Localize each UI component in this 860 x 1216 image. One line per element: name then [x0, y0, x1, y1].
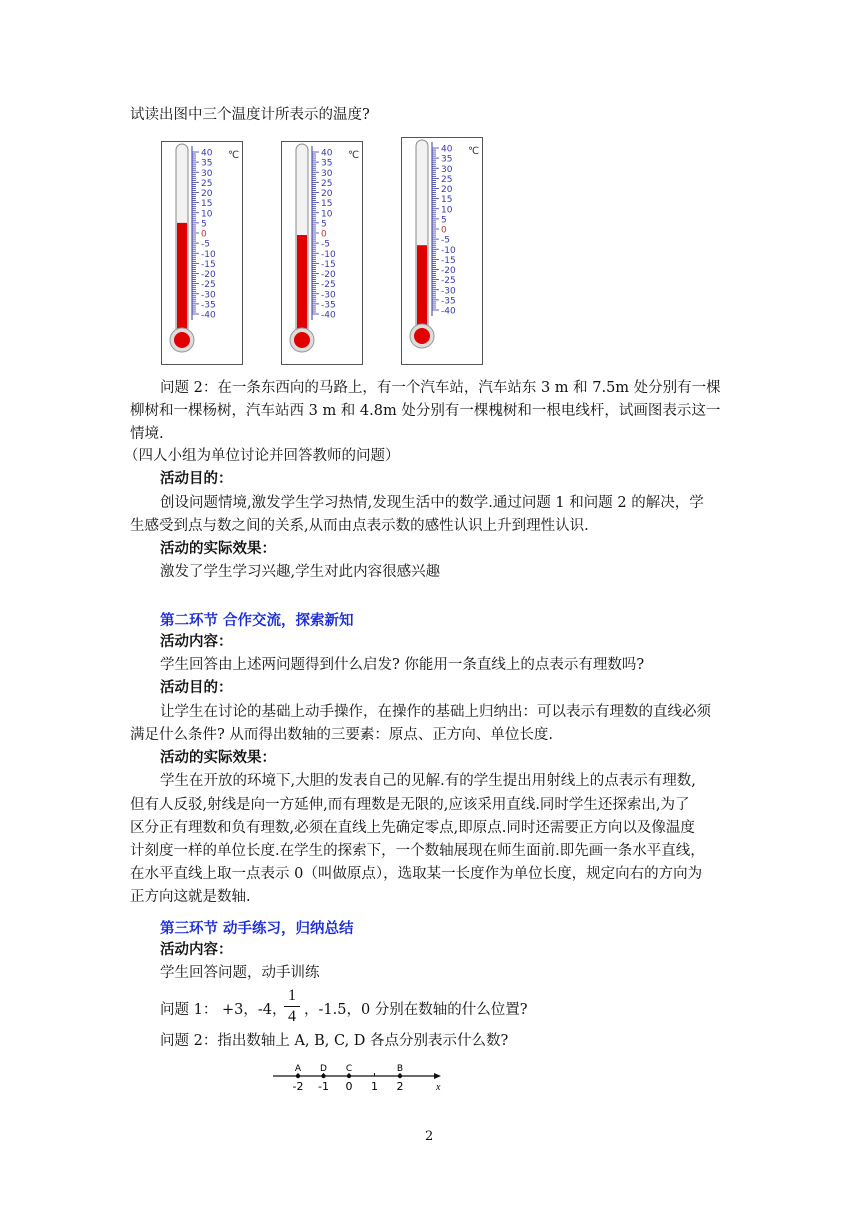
scale-label: -15	[201, 259, 216, 270]
axis-label: x	[436, 1082, 441, 1093]
thermometer-bulb	[294, 332, 310, 348]
mercury-column	[417, 245, 427, 333]
group-note: （四人小组为单位讨论并回答教师的问题）	[124, 448, 400, 464]
scale-label: -20	[321, 270, 336, 280]
scale-label: 15	[441, 195, 453, 206]
scale-label: 0	[321, 229, 327, 240]
scale-label: -5	[201, 239, 210, 250]
thermometer-2	[281, 141, 363, 365]
tick-label: 1	[371, 1080, 378, 1093]
thermometer-1	[161, 141, 243, 365]
purpose-1-line-2: 生感受到点与数之间的关系,从而由点表示数的感性认识上升到理性认识.	[130, 518, 589, 534]
point-label-b: B	[396, 1064, 404, 1074]
scale-label: 5	[321, 219, 327, 230]
scale-label: 20	[441, 185, 453, 195]
effect-label-1: 活动的实际效果：	[160, 540, 276, 557]
scale-label: -40	[321, 310, 336, 321]
scale-label: -10	[321, 249, 336, 260]
effect-label-2: 活动的实际效果：	[160, 749, 276, 766]
axis-arrow	[434, 1073, 441, 1079]
thermometer-3-graphic	[402, 138, 482, 364]
scale-label: 20	[201, 189, 213, 199]
purpose-2-line-2: 满足什么条件? 从而得出数轴的三要素：原点、正方向、单位长度.	[130, 727, 553, 743]
problem2-line-2: 柳树和一棵杨树，汽车站西 3 m 和 4.8m 处分别有一棵槐树和一根电线杆，试画图表示这一	[130, 403, 721, 419]
effect-2-line-4: 计刻度一样的单位长度.在学生的探索下，一个数轴展现在师生面前.即先画一条水平直线，	[130, 843, 705, 859]
tick-label: -1	[318, 1080, 329, 1093]
tick-label: -2	[292, 1080, 304, 1093]
scale-label: 40	[441, 144, 453, 155]
scale-label: -25	[201, 280, 216, 291]
scale-label: -5	[441, 235, 450, 246]
purpose-2-line-1: 让学生在讨论的基础上动手操作，在操作的基础上归纳出：可以表示有理数的直线必须	[160, 704, 711, 720]
point-d	[321, 1074, 325, 1078]
scale-label: 0	[201, 229, 207, 240]
purpose-label-2: 活动目的：	[160, 679, 233, 696]
scale-label: -10	[201, 249, 216, 260]
fraction-numerator: 1	[288, 987, 296, 1004]
intro-question: 试读出图中三个温度计所表示的温度?	[130, 107, 370, 123]
scale-label: 5	[201, 219, 207, 230]
scale-label: 20	[321, 189, 333, 199]
unit-label: ℃	[468, 146, 480, 157]
effect-2-line-5: 在水平直线上取一点表示 0（叫做原点），选取某一长度作为单位长度，规定向右的方向为	[130, 866, 703, 882]
effect-1-text: 激发了学生学习兴趣,学生对此内容很感兴趣	[160, 564, 441, 580]
scale-label: 35	[441, 154, 453, 165]
scale-label: 15	[201, 199, 213, 210]
purpose-label-1: 活动目的：	[160, 470, 233, 487]
scale-label: -40	[201, 310, 216, 321]
scale-label: -40	[441, 306, 456, 317]
tick-label: 0	[345, 1080, 353, 1093]
effect-2-line-2: 但有人反驳,射线是向一方延伸,而有理数是无限的,应该采用直线.同时学生还探索出,为了	[130, 797, 690, 813]
scale-label: -30	[201, 290, 216, 301]
effect-2-line-1: 学生在开放的环境下,大胆的发表自己的见解.有的学生提出用射线上的点表示有理数,	[160, 773, 696, 789]
point-a	[296, 1074, 300, 1078]
content-2-text: 学生回答由上述两问题得到什么启发? 你能用一条直线上的点表示有理数吗?	[160, 657, 645, 673]
effect-2-line-6: 正方向这就是数轴.	[130, 889, 251, 905]
question-1-suffix: ，-1.5，0 分别在数轴的什么位置?	[304, 1002, 528, 1018]
point-label-d: D	[320, 1064, 327, 1074]
unit-label: ℃	[228, 150, 240, 161]
unit-label: ℃	[348, 150, 360, 161]
content-3-text: 学生回答问题，动手训练	[160, 965, 320, 981]
scale-label: -30	[321, 290, 336, 301]
scale-label: 15	[321, 199, 333, 210]
scale-label: -15	[321, 259, 336, 270]
number-line	[265, 1056, 455, 1098]
thermometer-1-graphic	[162, 142, 242, 364]
thermometer-bulb	[414, 328, 430, 344]
scale-label: 10	[441, 205, 453, 216]
scale-label: -5	[321, 239, 330, 250]
question-1-prefix: 问题 1： +3，-4，	[160, 1002, 287, 1018]
point-label-a: A	[294, 1064, 302, 1074]
scale-label: 30	[321, 168, 333, 179]
scale-label: 25	[201, 178, 213, 189]
scale-label: 25	[441, 174, 453, 185]
mercury-column	[297, 235, 307, 337]
thermometer-3	[401, 137, 483, 365]
scale-label: 40	[201, 148, 213, 159]
scale-label: -30	[441, 286, 456, 297]
scale-label: 35	[201, 158, 213, 169]
point-b	[398, 1074, 402, 1078]
page-number: 2	[425, 1129, 434, 1144]
fraction-denominator: 4	[284, 1006, 300, 1027]
thermometer-2-graphic	[282, 142, 362, 364]
scale-label: 40	[321, 148, 333, 159]
scale-label: -10	[441, 245, 456, 256]
scale-label: -25	[441, 276, 456, 287]
scale-label: 0	[441, 225, 447, 236]
scale-label: -25	[321, 280, 336, 291]
thermometer-bulb	[174, 332, 190, 348]
fraction	[284, 986, 300, 1027]
scale-label: 30	[201, 168, 213, 179]
section3-heading: 第三环节 动手练习，归纳总结	[160, 920, 354, 937]
effect-2-line-3: 区分正有理数和负有理数,必须在直线上先确定零点,即原点.同时还需要正方向以及像温度	[130, 820, 695, 836]
problem2-line-3: 情境.	[130, 426, 164, 442]
content-label-2: 活动内容：	[160, 633, 233, 650]
mercury-column	[177, 223, 187, 337]
scale-label: -15	[441, 255, 456, 266]
scale-label: 30	[441, 164, 453, 175]
scale-label: 5	[441, 215, 447, 226]
scale-label: -35	[321, 300, 336, 311]
scale-label: -20	[201, 270, 216, 280]
content-label-3: 活动内容：	[160, 941, 233, 958]
problem2-line-1: 问题 2：在一条东西向的马路上，有一个汽车站，汽车站东 3 m 和 7.5m 处分别有一棵	[160, 380, 721, 396]
scale-label: 35	[321, 158, 333, 169]
section2-heading: 第二环节 合作交流，探索新知	[160, 612, 354, 629]
scale-label: 10	[321, 209, 333, 220]
scale-label: 10	[201, 209, 213, 220]
scale-label: -35	[441, 296, 456, 307]
point-c	[347, 1074, 351, 1078]
tick-label: 2	[396, 1080, 404, 1093]
scale-label: -20	[441, 266, 456, 276]
question-2: 问题 2：指出数轴上 A, B, C, D 各点分别表示什么数?	[160, 1033, 509, 1049]
point-label-c: C	[345, 1064, 353, 1074]
purpose-1-line-1: 创设问题情境,激发学生学习热情,发现生活中的数学.通过问题 1 和问题 2 的解决，学	[160, 495, 704, 511]
scale-label: -35	[201, 300, 216, 311]
scale-label: 25	[321, 178, 333, 189]
